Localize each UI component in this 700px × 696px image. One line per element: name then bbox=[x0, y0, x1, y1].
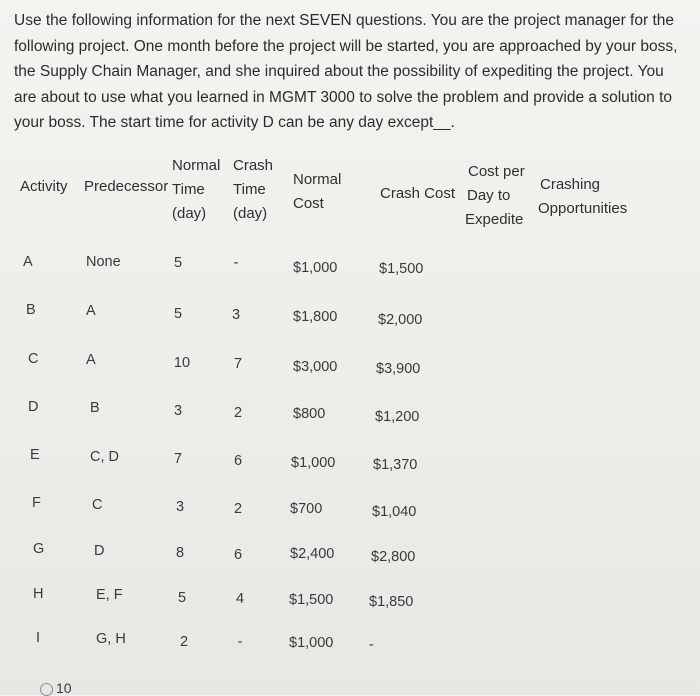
cell-normal-cost: $700 bbox=[290, 501, 323, 517]
cell-crash-time: 3 bbox=[231, 307, 241, 323]
cell-activity: C bbox=[28, 351, 39, 367]
cell-crash-cost: $1,370 bbox=[373, 457, 418, 473]
cell-normal-cost: $1,000 bbox=[289, 635, 334, 651]
cell-normal-time: 3 bbox=[175, 499, 185, 515]
cell-crash-cost: $2,800 bbox=[371, 549, 416, 565]
cell-activity: F bbox=[32, 495, 41, 511]
question-intro: Use the following information for the next SEVEN questions. You are the project manager for the following project. One month before the project will be started, you are approached by your boss, the Supply Chain Manager, and she inquired about the possibility of expediting the project. You are about to use what you learned in MGMT 3000 to solve the problem and provide a solution to your boss. The start time for activity D can be any day except__. bbox=[14, 12, 678, 131]
cell-normal-cost: $1,000 bbox=[291, 455, 336, 471]
cell-normal-time: 5 bbox=[173, 306, 183, 322]
cell-normal-cost: $1,800 bbox=[293, 309, 338, 325]
cell-predecessor: B bbox=[90, 400, 100, 416]
cell-crash-time: 2 bbox=[233, 501, 243, 517]
cell-predecessor: C, D bbox=[90, 449, 119, 465]
cell-predecessor: C bbox=[92, 497, 103, 513]
cell-crash-time: 4 bbox=[235, 591, 245, 607]
cell-activity: G bbox=[33, 541, 45, 557]
cell-predecessor: E, F bbox=[96, 587, 123, 603]
header-activity: Activity bbox=[20, 178, 68, 195]
cell-crash-cost: $2,000 bbox=[378, 312, 423, 328]
cell-crash-time: 6 bbox=[233, 453, 243, 469]
cell-crash-cost: $3,900 bbox=[376, 361, 421, 377]
cell-activity: I bbox=[36, 630, 41, 646]
cell-crash-time: 2 bbox=[233, 405, 243, 421]
header-crash-cost: Crash Cost bbox=[380, 185, 456, 202]
cell-normal-cost: $800 bbox=[293, 406, 326, 422]
cell-normal-cost: $1,000 bbox=[293, 260, 338, 276]
cell-predecessor: None bbox=[86, 254, 121, 270]
cell-activity: E bbox=[30, 447, 40, 463]
cell-crash-time: - bbox=[233, 255, 239, 271]
cell-normal-cost: $2,400 bbox=[290, 546, 335, 562]
cell-normal-time: 8 bbox=[175, 545, 185, 561]
cell-crash-cost: $1,500 bbox=[379, 261, 424, 277]
cell-normal-time: 5 bbox=[173, 255, 183, 271]
cell-normal-time: 5 bbox=[177, 590, 187, 606]
cell-normal-cost: $3,000 bbox=[293, 359, 338, 375]
cell-normal-time: 7 bbox=[173, 451, 183, 467]
cell-crash-cost: - bbox=[369, 637, 374, 653]
cell-activity: A bbox=[23, 254, 33, 270]
cell-predecessor: A bbox=[86, 303, 96, 319]
cell-crash-cost: $1,200 bbox=[375, 409, 420, 425]
cell-activity: D bbox=[28, 399, 39, 415]
answer-radio-button[interactable] bbox=[40, 683, 53, 696]
cell-normal-time: 10 bbox=[173, 355, 191, 371]
question-page: Use the following information for the next SEVEN questions. You are the project manager for the following project. One month before the project will be started, you are approached by your boss, the Supply Chain Manager, and she inquired about the possibility of expediting the project. You are about to use what you learned in MGMT 3000 to solve the problem and provide a solution to your boss. The start time for activity D can be any day except__. Activity Predecessor Normal Time (day) Crash Time (day) Normal Cost Crash Cost Cost per Day to Expedite Crashing Opportunities A None 5 - $1,000 $1,500 B A 5 3 $1,800 $2,000 C A 10 7 $3,000 $3,900 D B 3 2 $800 $1,200 E C, D 7 6 $1,000 $1,370 F C 3 2 $700 $1,040 G D 8 6 $2,400 $2,800 H E, F 5 4 $1,500 $1,850 I G, H 2 - $1,000 - 10 bbox=[0, 0, 700, 695]
cell-crash-time: - bbox=[237, 634, 243, 650]
cell-normal-cost: $1,500 bbox=[289, 592, 334, 608]
cell-crash-time: 6 bbox=[233, 547, 243, 563]
header-predecessor: Predecessor bbox=[84, 178, 169, 195]
cell-predecessor: G, H bbox=[96, 631, 126, 647]
cell-activity: B bbox=[26, 302, 36, 318]
answer-option-label[interactable]: 10 bbox=[56, 680, 72, 696]
cell-crash-cost: $1,040 bbox=[372, 504, 417, 520]
cell-normal-time: 3 bbox=[173, 403, 183, 419]
cell-crash-time: 7 bbox=[233, 356, 243, 372]
cell-predecessor: D bbox=[94, 543, 105, 559]
cell-crash-cost: $1,850 bbox=[369, 594, 414, 610]
cell-activity: H bbox=[33, 586, 44, 602]
cell-predecessor: A bbox=[86, 352, 96, 368]
cell-normal-time: 2 bbox=[179, 634, 189, 650]
